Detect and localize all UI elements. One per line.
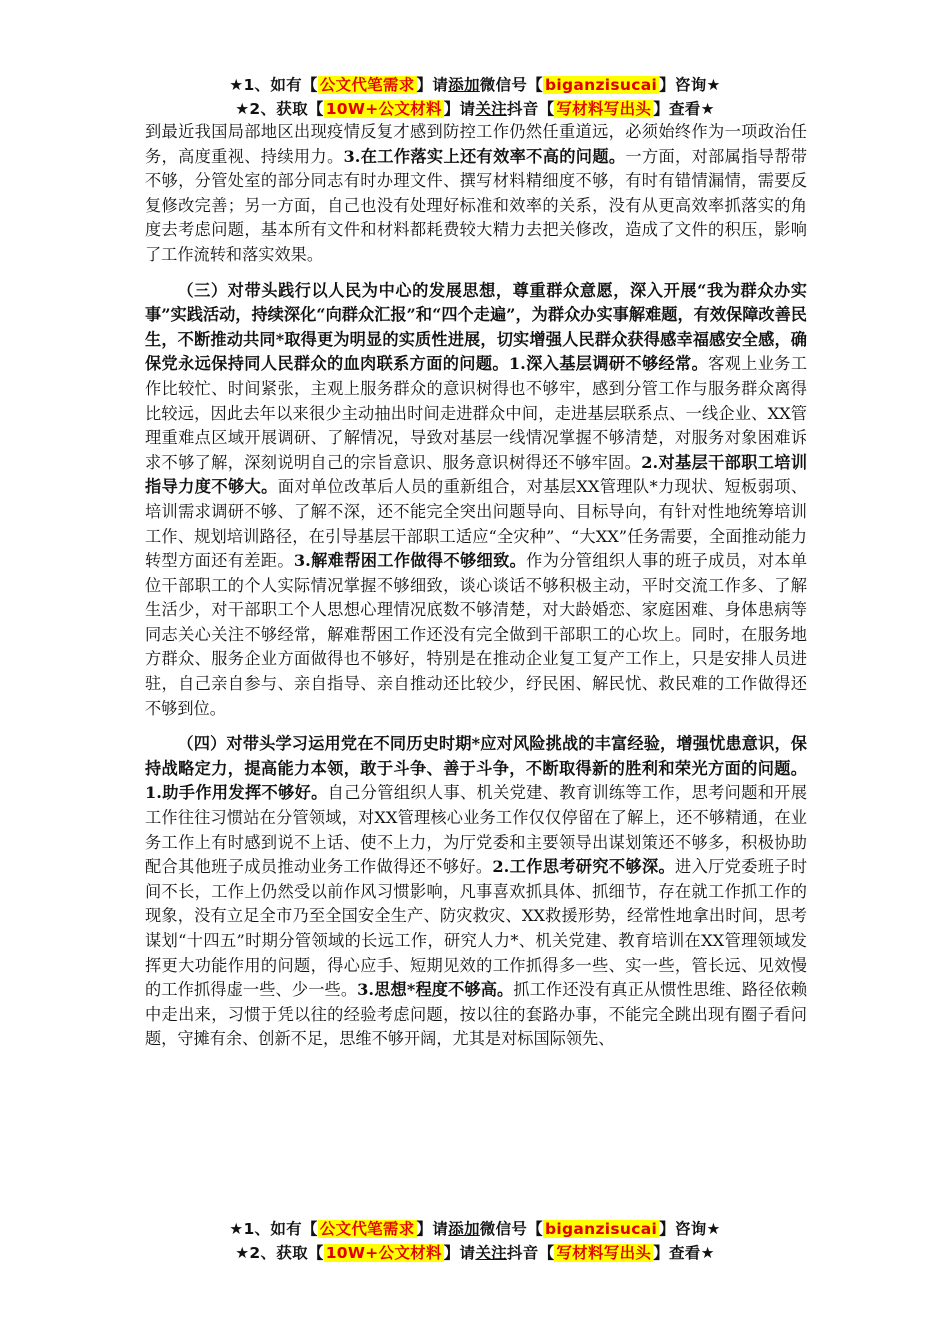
banner-underline: 关注 xyxy=(475,100,507,118)
body-text: 客观上业务工作比较忙、时间紧张，主观上服务群众的意识树得也不够牢，感到分管工作与服务群众离得比较远，因此去年以来很少主动抽出时间走进群众中间，走进基层联系点、一线企业、XX管理重难点区域开展调研、了解情况，导致对基层一线情况掌握不够清楚，对服务对象困难诉求不够了解，深刻说明自己的宗旨意识、服务意识树得还不够牢固。 xyxy=(145,354,808,472)
body-text: 作为分管组织人事的班子成员，对本单位干部职工的个人实际情况掌握不够细致，谈心谈话不够积极主动，平时交流工作多、了解生活少，对干部职工个人思想心理情况底数不够清楚，对大龄婚恋、家庭困难、身体患病等同志关心关注不够经常，解难帮困工作还没有完全做到干部职工的心坎上。同时，在服务地方群众、服务企业方面做得也不够好，特别是在推动企业复工复产工作上，只是安排人员进驻，自己亲自参与、亲自指导、亲自推动还比较少，纾民困、解民忧、救民难的工作做得还不够到位。 xyxy=(145,551,808,718)
banner-underline: 添加 xyxy=(448,1220,480,1238)
banner-text: 】请 xyxy=(416,76,449,94)
header-banner xyxy=(0,74,950,122)
section-heading: （四）对带头学习运用党在不同历史时期*应对风险挑战的丰富经验，增强忧患意识，保持战略定力，提高能力本领，敢于斗争、善于斗争，不断取得新的胜利和荣光方面的问题。 xyxy=(145,734,807,778)
banner-text: 】咨询★ xyxy=(659,1220,721,1238)
banner-line-2 xyxy=(0,98,950,122)
body-text: 一方面，对部属指导帮带不够，分管处室的部分同志有时办理文件、撰写材料精细度不够，有时有错情漏情，需要反复修改完善；另一方面，自己也没有处理好标准和效率的关系，没有从更高效率抓落实的角度去考虑问题，基本所有文件和材料都耗费较大精力去把关修改，造成了文件的积压，影响了工作流转和落实效果。 xyxy=(145,146,808,264)
bold-heading: 3.解难帮困工作做得不够细致。 xyxy=(293,551,527,571)
paragraph-section-3 xyxy=(145,279,807,722)
banner-douyin-id: 写材料写出头 xyxy=(556,1244,652,1262)
banner-text: ★1、如有【 xyxy=(229,1220,318,1238)
banner-highlight: 公文代笔需求 xyxy=(319,1220,415,1238)
footer-line-2 xyxy=(0,1242,950,1266)
bold-heading: 3.思想*程度不够高。 xyxy=(357,980,514,1000)
banner-text: 】请 xyxy=(443,1244,476,1262)
banner-highlight: 公文代笔需求 xyxy=(319,76,415,94)
footer-banner xyxy=(0,1218,950,1266)
banner-highlight: 10W+公文材料 xyxy=(325,100,442,118)
banner-douyin-id: 写材料写出头 xyxy=(556,100,652,118)
banner-text: ★2、获取【 xyxy=(235,100,324,118)
banner-text: 】查看★ xyxy=(653,1244,715,1262)
banner-text: 抖音【 xyxy=(506,100,555,118)
body-text: 自己分管组织人事、机关党建、教育训练等工作，思考问题和开展工作往往习惯站在分管领域，对XX管理核心业务工作仅仅停留在了解上，还不够精通，在业务工作上有时感到说不上话、使不上力，为厅党委和主要领导出谋划策还不够多，积极协助配合其他班子成员推动业务工作做得还不够好。 xyxy=(145,783,808,877)
banner-text: 】查看★ xyxy=(653,100,715,118)
banner-text: ★1、如有【 xyxy=(229,76,318,94)
banner-highlight: 10W+公文材料 xyxy=(325,1244,442,1262)
body-text: 到最近我国局部地区出现疫情反复才感到防控工作仍然任重道远，必须始终作为一项政治任务，高度重视、持续用力。 xyxy=(145,122,807,166)
bold-heading: 2.对基层干部职工培训指导力度不够大。 xyxy=(145,452,808,497)
banner-text: ★2、获取【 xyxy=(235,1244,324,1262)
body-text: 进入厅党委班子时间不长，工作上仍然受以前作风习惯影响，凡事喜欢抓具体、抓细节，存在就工作抓工作的现象，没有立足全市乃至全国安全生产、防灾救灾、XX救援形势，经常性地拿出时间，思考谋划“十四五”时期分管领域的长远工作，研究人力*、机关党建、教育培训在XX管理领域发挥更大功能作用的问题，得心应手、短期见效的工作抓得多一些、实一些，管长远、见效慢的工作抓得虚一些、少一些。 xyxy=(145,857,808,1000)
body-text: 抓工作还没有真正从惯性思维、路径依赖中走出来，习惯于凭以往的经验考虑问题，按以往的套路办事，不能完全跳出现有圈子看问题，守摊有余、创新不足，思维不够开阔，尤其是对标国际领先、 xyxy=(145,980,808,1049)
footer-line-1 xyxy=(0,1218,950,1242)
banner-text: 】请 xyxy=(416,1220,449,1238)
banner-text: 微信号【 xyxy=(479,1220,543,1238)
bold-heading: 2.工作思考研究不够深。 xyxy=(492,857,676,877)
paragraph-section-4 xyxy=(145,732,807,1052)
banner-text: 微信号【 xyxy=(479,76,543,94)
document-body xyxy=(145,120,807,1052)
bold-heading: 3.在工作落实上还有效率不高的问题。 xyxy=(343,146,626,166)
banner-line-1 xyxy=(0,74,950,98)
banner-underline: 添加 xyxy=(448,76,480,94)
banner-wechat-id: biganzisucai xyxy=(544,1220,658,1238)
banner-text: 抖音【 xyxy=(506,1244,555,1262)
banner-wechat-id: biganzisucai xyxy=(544,76,658,94)
banner-text: 】请 xyxy=(443,100,476,118)
section-heading: （三）对带头践行以人民为中心的发展思想，尊重群众意愿，深入开展“我为群众办实事”实践活动，持续深化“向群众汇报”和“四个走遍”，为群众办实事解难题，有效保障改善民生，不断推动共同*取得更为明显的实质性进展，切实增强人民群众获得感幸福感安全感，确保党永远保持同人民群众的血肉联系方面的问题。 xyxy=(145,280,807,374)
body-text: 面对单位改革后人员的重新组合，对基层XX管理队*力现状、短板弱项、培训需求调研不够、了解不深，还不能完全突出问题导向、目标导向，有针对性地统筹培训工作、规划培训路径，在引导基层干部职工适应“全灾种”、“大XX”任务需要，全面推动能力转型方面还有差距。 xyxy=(145,477,808,571)
paragraph-1 xyxy=(145,120,807,268)
banner-text: 】咨询★ xyxy=(659,76,721,94)
bold-heading: 1.助手作用发挥不够好。 xyxy=(145,783,328,803)
banner-underline: 关注 xyxy=(475,1244,507,1262)
bold-heading: 1.深入基层调研不够经常。 xyxy=(508,354,709,374)
